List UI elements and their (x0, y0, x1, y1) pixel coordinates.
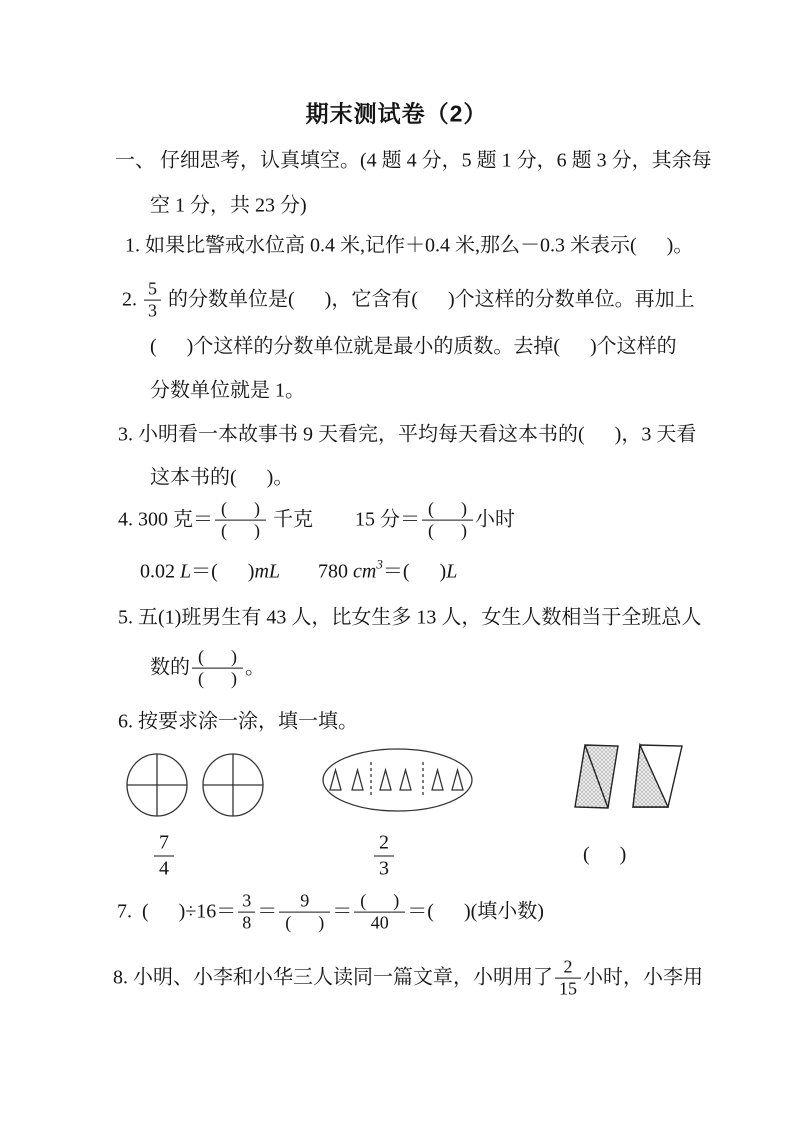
fraction-denominator: 15 (559, 978, 577, 999)
text-run: 780 (318, 560, 354, 583)
text-run: 15 分＝ (355, 508, 420, 531)
triangle-icon (452, 770, 463, 790)
text-run: 5. 五(1)班男生有 43 人，比女生多 13 人，女生人数相当于全班总人 (118, 606, 702, 629)
text-run: 1. 如果比警戒水位高 0.4 米,记作＋0.4 米,那么－0.3 米表示( )。 (125, 234, 694, 257)
triangle-icon (432, 770, 443, 790)
fraction (279, 892, 330, 933)
fraction (374, 832, 394, 881)
line-label-ellipse (372, 832, 396, 881)
fraction-numerator: 7 (159, 831, 169, 854)
line-q2-line3 (150, 379, 305, 404)
line-q5-line2 (150, 648, 265, 689)
fraction-numerator: 2 (563, 956, 573, 977)
text-run: ＝ (257, 900, 278, 923)
line-q1 (125, 234, 693, 259)
fraction-numerator: 5 (148, 278, 157, 299)
text-run: 2. (122, 288, 142, 311)
text-run: ＝( ) (191, 560, 255, 583)
text-run: 4. 300 克＝ (118, 508, 213, 531)
fraction-denominator: 3 (148, 300, 157, 321)
text-run: ＝( ) (382, 560, 447, 583)
text-run: 的分数单位是( )，它含有( )个这样的分数单位。再加上 (163, 288, 695, 311)
fraction-denominator: 4 (159, 857, 169, 880)
text-run: 空 1 分，共 23 分) (150, 194, 307, 217)
text-run: 期末测试卷（2） (305, 100, 488, 127)
fraction-denominator: 40 (370, 912, 389, 933)
line-q3-line1 (118, 423, 696, 448)
quartered-circles-figure (125, 752, 265, 820)
text-run: 小时 (475, 508, 515, 531)
text-run: 小时，小李用 (583, 966, 703, 989)
text-run: ( ) (583, 843, 627, 866)
text-run: ＝ (332, 900, 353, 923)
fraction (144, 280, 161, 321)
triangle-icon (400, 770, 411, 790)
text-run: 千克 (268, 508, 313, 531)
superscript: 3 (376, 556, 383, 572)
fraction (192, 648, 243, 689)
fraction (555, 958, 581, 999)
fraction (422, 500, 473, 541)
fraction-denominator: 8 (242, 912, 252, 933)
fraction-denominator: 3 (379, 857, 389, 880)
line-q3-line2 (150, 466, 293, 491)
italic-text: L (446, 560, 458, 583)
text-run: 一、 仔细思考，认真填空。(4 题 4 分，5 题 1 分，6 题 3 分，其余每 (115, 149, 712, 172)
text-run: 数的 (150, 656, 190, 679)
line-label-circles (152, 832, 176, 881)
text-run: ( )个这样的分数单位就是最小的质数。去掉( )个这样的 (150, 335, 677, 358)
fraction (215, 500, 266, 541)
fraction (238, 892, 255, 933)
text-run: 8. 小明、小李和小华三人读同一篇文章，小明用了 (113, 966, 553, 989)
text-run: 6. 按要求涂一涂，填一填。 (118, 710, 358, 733)
fraction-numerator: ( ) (360, 890, 400, 911)
text-run: 。 (245, 656, 265, 679)
triangle-icon (330, 770, 341, 790)
text-run: 分数单位就是 1。 (150, 379, 305, 402)
fraction-bar (374, 856, 394, 857)
text-run: 3. 小明看一本故事书 9 天看完，平均每天看这本书的( )，3 天看 (118, 423, 697, 446)
fraction-numerator: 2 (379, 831, 389, 854)
text-run: 0.02 (140, 560, 180, 583)
line-q6 (118, 710, 358, 735)
line-title (0, 100, 793, 129)
line-q2-line2 (150, 335, 677, 360)
line-label-shapes (583, 843, 626, 868)
shaded-quadrilaterals-figure (573, 743, 687, 811)
italic-text: cm (353, 560, 377, 583)
fraction-numerator: ( ) (221, 498, 260, 519)
fraction-numerator: ( ) (428, 498, 467, 519)
triangle-groups-ellipse-figure (322, 748, 474, 814)
fraction-numerator: 9 (300, 890, 310, 911)
triangle-icon (352, 770, 363, 790)
italic-text: mL (254, 560, 281, 583)
line-q5-line1 (118, 606, 701, 631)
fraction-numerator: 3 (242, 890, 252, 911)
triangle-icon (380, 770, 391, 790)
line-q2-line1 (122, 280, 695, 321)
fraction-numerator: ( ) (198, 646, 237, 667)
fraction (354, 892, 405, 933)
text-run: ＝( )(填小数) (407, 900, 544, 923)
line-q8 (113, 958, 703, 999)
fraction (154, 832, 174, 881)
line-section-header-1 (115, 149, 712, 174)
text-run: 7. ( )÷16＝ (117, 900, 237, 923)
fraction-denominator: ( ) (285, 912, 325, 933)
line-section-header-2 (150, 194, 307, 219)
fraction-denominator: ( ) (221, 520, 260, 541)
line-q4-line2 (140, 556, 458, 585)
italic-text: L (180, 560, 192, 583)
fraction-denominator: ( ) (198, 668, 237, 689)
text-run: 这本书的( )。 (150, 466, 294, 489)
line-q7 (117, 892, 544, 933)
fraction-denominator: ( ) (428, 520, 467, 541)
fraction-bar (154, 856, 174, 857)
line-q4-line1 (118, 500, 515, 541)
group-ellipse (323, 749, 472, 811)
